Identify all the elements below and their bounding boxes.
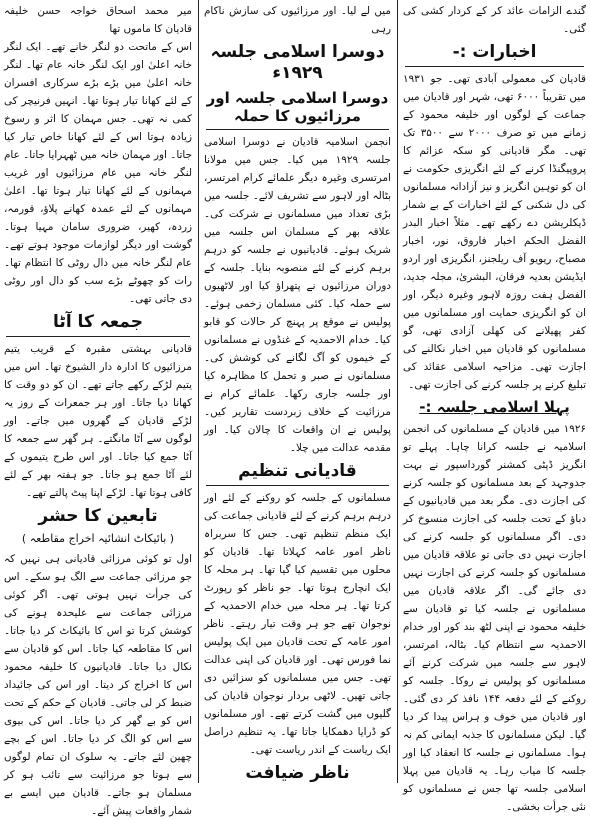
heading-tabiyeen-ka-hashr: تابعین کا حشر — [38, 506, 158, 527]
column-divider-left — [198, 0, 199, 783]
heading-akhbarat: اخبارات :- — [452, 42, 537, 62]
subheading-boycott: ( بائیکاٹ انشائیہ اخراج مقاطعہ ) — [21, 531, 175, 545]
left-paragraph-3: اول تو کوئی مرزائی قادیانی ہی نہیں کہ جو مرزائی جماعت سے الگ ہو سکے۔ اس کی جرأت نہیں ہوتی تھی۔ اگر کوئی مرزائی جماعت سے علیحدہ ہونے کی کوشش کرتا تو اس کا بائیکاٹ کر دیا جاتا۔ اس کا مقاطعہ کیا جاتا۔ اس کو قادیان سے نکال دیا جاتا۔ قادیانیوں کا خلیفہ محمود اس کا اخراج کر دیتا۔ اور اس کی جائیداد ضبط کر لی جاتی۔ قادیان کے حکم کے تحت اس کو بے گھر کر دیا جاتا۔ اس کی بیوی سے اس کو الگ کر دیا جاتا۔ اس کے بچے چھین لئے جاتے۔ یہ سلوک ان تمام لوگوں سے ہوتا جو مرزائیت سے تائب ہو کر مسلمان ہو جاتے۔ قادیان میں ایسے بے شمار واقعات پیش آئے۔ — [4, 552, 192, 817]
middle-paragraph-2: مسلمانوں کے جلسہ کو روکنے کے لئے اور درہم برہم کرنے کے لئے قادیانی جماعت کی ایک منظم تنظیم تھی۔ جس کا سربراہ ناظر امور عامہ کہلاتا تھا۔ قادیان کو محلوں میں تقسیم کیا گیا تھا۔ ہر محلہ کا ایک انچارج ہوتا تھا۔ جو ناظر کو رپورٹ کرتا تھا۔ ہر محلہ میں خدام الاحمدیہ کے نوجوان تھے جو ہر وقت تیار رہتے۔ ناظر امور عامہ کے تحت قادیان میں ایک پولیس نما فورس تھی۔ اور قادیان کی اپنی عدالت تھی۔ جس میں مسلمانوں کو سزائیں دی جاتی تھیں۔ لاٹھی بردار نوجوان قادیان کی گلیوں میں گشت کرتے تھے۔ اور مسلمانوں کو ڈرایا دھمکایا جاتا تھا۔ یہ تنظیم دراصل ایک ریاست کے اندر ریاست تھی۔ — [204, 492, 391, 757]
heading-qadiani-tanzeem: قادیانی تنظیم — [238, 461, 357, 481]
heading-first-islamic-jalsa: پہلا اسلامی جلسہ :- — [419, 398, 570, 417]
left-paragraph-1: اس کے ماتحت دو لنگر خانے تھے۔ ایک لنگر خانہ اعلیٰ اور ایک لنگر خانہ عام تھا۔ لنگر خانہ اعلیٰ میں بڑے بڑے سرکاری افسران کے لئے کھانا تیار ہوتا تھا۔ انہیں فرنیچر کی کمی نہ تھی۔ جس مہمان کا اثر و رسوخ زیادہ ہوتا اس کے لئے کھانا خاص تیار کیا جاتا۔ اور مہمان خانہ میں ٹھہرایا جاتا۔ عام لنگر خانہ میں عام مرزائیوں اور غریب مہمانوں کے لئے کھانا تیار ہوتا تھا۔ اعلیٰ مہمانوں کے لئے عمدہ کھانے پلاؤ، قورمہ، زردہ، کھیر، ضروری سامان مہیا ہوتا۔ گوشت اور دیگر لوازمات موجود ہوتے تھے۔ عام لنگر خانہ میں دال روٹی کا انتظام تھا۔ رات کو چھوٹے بڑے سب کو دال اور روٹی دی جاتی تھی۔ — [4, 41, 192, 305]
left-column — [0, 0, 196, 817]
left-heading-rule-1 — [6, 336, 190, 337]
middle-heading-rule-1 — [206, 129, 389, 130]
middle-heading-rule-2 — [206, 485, 389, 486]
right-column — [399, 0, 590, 813]
right-paragraph-2: ۱۹۲۶ میں قادیان کے مسلمانوں کی انجمن اسلامیہ نے جلسہ کرانا چاہا۔ پہلے تو انگریز ڈپٹی کمشنر گورداسپور نے بہت جدوجہد کے بعد مسلمانوں کو جلسہ کرنے کی اجازت دی۔ مگر بعد میں قادیانیوں کے دباؤ کے تحت جلسہ کی اجازت منسوخ کر دی۔ اگر مسلمانوں کو جلسہ کرنے کی اجازت نہیں دی جاتی تو علاقہ قادیان میں مسلمانوں کو جلسہ کرنے کی اجازت نہیں دی جائے گی۔ اگر علاقہ قادیان میں مسلمانوں نے جلسہ کیا تو قادیان سے خلیفہ محمود نے اپنی لٹھ بند کور اور خدام الاحمدیہ سے انتظام کیا۔ بٹالہ، امرتسر، لاہور سے جلسہ میں شرکت کرنے آئے مسلمانوں کو پولیس نے روکا۔ جلسہ کو روکنے کے لئے دفعہ ۱۴۴ نافذ کر دی گئی۔ اور قادیان میں خوف و ہراس پیدا کر دیا گیا۔ لیکن مسلمانوں کا جذبہ ایمانی کم نہ ہوا۔ مسلمانوں نے جلسہ کا انعقاد کیا اور جلسہ کا میاب رہا۔ یہ قادیان میں پہلا اسلامی جلسہ تھا جس نے مسلمانوں کو نئی جرأت بخشی۔ — [403, 423, 586, 813]
column-divider-right — [397, 0, 398, 783]
middle-top-line: میں لے لیا۔ اور مرزائیوں کی سازش ناکام رہی — [204, 5, 391, 35]
middle-column — [200, 0, 395, 783]
right-heading-rule-1 — [405, 66, 584, 67]
heading-second-jalsa-attack: دوسرا اسلامی جلسہ اور مرزائیوں کا حملہ — [206, 88, 389, 126]
right-paragraph-1: قادیان کی معمولی آبادی تھی۔ جو ۱۹۳۱ میں تقریباً ۶۰۰۰ تھی، شہر اور قادیان میں جماعت کے لوگوں اور خلیفہ محمود کے زمانے میں تو صرف ۲۰۰۰ سے ۳۵۰۰ تک تھی۔ مگر قادیانی کو سکہ عزائم کا پروپیگنڈا کرنے کے لئے انگریزی حکومت نے ان کو توہین انگریز و نیز آزادانہ مسلمانوں کی دل شکنی کے لئے اخبارات کے بے شمار ڈیکلریشن دے رکھے تھے۔ مثلاً اخبار البدر الفضل الحکم اخبار فاروق، نور، اخبار مصباح، ریویو آف ریلجنز، انگریزی اور اردو ایڈیشن بعدیہ فرقان، البشریٰ، مجلہ جدید، الفضل ہفت روزہ لاہور وغیرہ دیگر، اور ان کو انگریزی حمایت اور مسلمانوں میں کفر پھیلانے کی کھلی آزادی تھی، گو مسلمانوں کو قادیان میں اخبار نکالنے کی اجازت تھی۔ مزاحیہ اسلامی عقائد کی تبلیغ کرنے پر جلسہ کرنے کی اجازت تھی۔ — [403, 73, 587, 392]
left-paragraph-2: قادیانی بہشتی مقبرہ کے قریب یتیم مرزائیوں کا ادارہ دار الشیوخ تھا۔ اس میں یتیم لڑکے رکھے جاتے تھے۔ ان کو دو وقت کا کھانا دیا جاتا۔ اور ہر جمعرات کے روز یہ لڑکے قادیان کے گھروں میں جاتے۔ اور لوگوں سے آٹا مانگتے۔ ہر گھر سے جمعہ کا آٹا جمع کیا جاتا۔ اور اس طرح یتیموں کے لئے آٹا جمع ہو جاتا۔ جو ہفتہ بھر کے لئے کافی ہوتا تھا۔ لڑکے اپنا پیٹ پالتے تھے۔ — [4, 343, 192, 500]
middle-paragraph-1: انجمن اسلامیہ قادیان نے دوسرا اسلامی جلسہ ۱۹۲۹ میں کیا۔ جس میں مولانا امرتسری وغیرہ دیگر علمائے کرام امرتسر، بٹالہ اور لاہور سے تشریف لائے۔ جلسہ میں بڑی تعداد میں مسلمانوں نے شرکت کی۔ علاقہ بھر کے مسلمان اس جلسہ میں شریک ہوئے۔ قادیانیوں نے جلسہ کو درہم برہم کرنے کے لئے منصوبہ بنایا۔ جلسہ کے دوران مرزائیوں نے پتھراؤ کیا اور لاٹھیوں سے حملہ کیا۔ کئی مسلمان زخمی ہوئے۔ پولیس نے موقع پر پہنچ کر حالات کو قابو کیا۔ خدام الاحمدیہ کے غنڈوں نے مسلمانوں کے خیموں کو آگ لگانے کی کوشش کی۔ مسلمانوں نے صبر و تحمل کا مظاہرہ کیا اور جلسہ جاری رکھا۔ علمائے کرام نے مرزائیت کے خلاف زبردست تقاریر کیں۔ پولیس نے ان واقعات کا چالان کیا۔ اور مقدمہ عدالت میں چلا۔ — [204, 136, 391, 454]
right-top-line: گندے الزامات عائد کر کے کردار کشی کی گئی۔ — [403, 5, 586, 35]
heading-second-jalsa-1929: دوسرا اسلامی جلسہ ۱۹۲۹ء — [210, 42, 385, 84]
heading-jumma-ka-atta: جمعہ کا آٹا — [53, 312, 143, 332]
heading-nazir-ziafat: ناظر ضیافت — [245, 763, 350, 784]
left-top-line: میر محمد اسحاق خواجہ حسن خلیفہ قادیان کا ماموں تھا — [4, 5, 192, 35]
